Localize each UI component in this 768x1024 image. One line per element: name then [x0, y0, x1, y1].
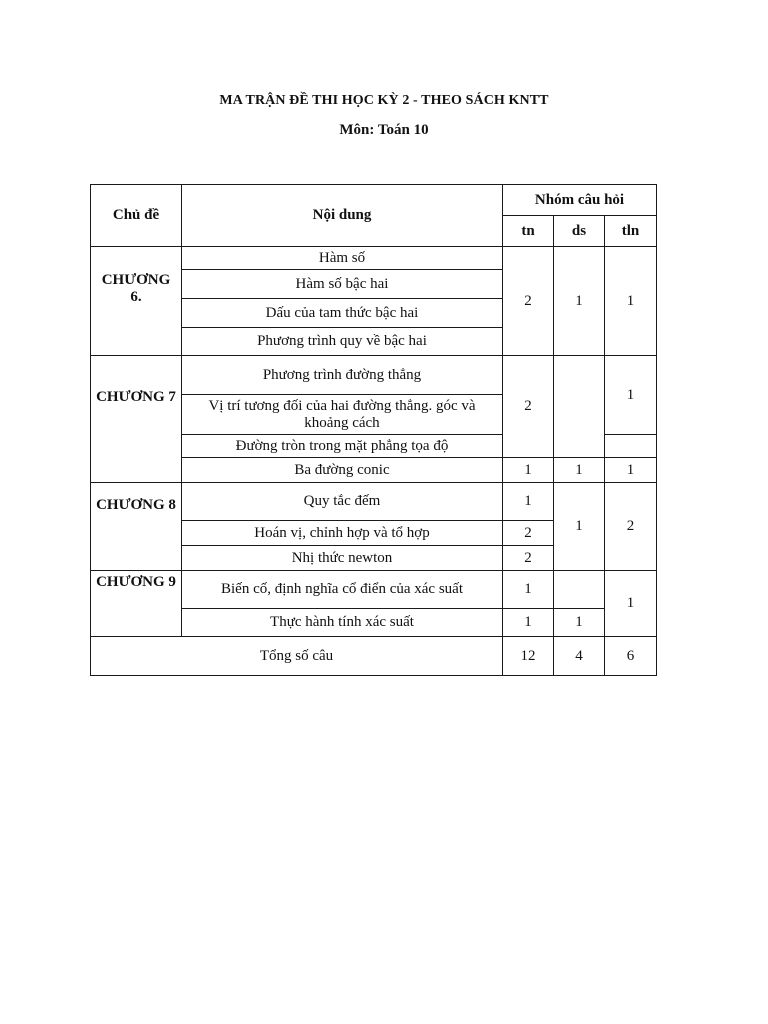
content-row-hoan-vi: Hoán vị, chỉnh hợp và tổ hợp [254, 524, 430, 541]
content-row-nhi-thuc: Nhị thức newton [291, 549, 393, 566]
document-title: MA TRẬN ĐỀ THI HỌC KỲ 2 - THEO SÁCH KNTT [219, 93, 549, 108]
total-ds-value: 4 [575, 647, 583, 664]
content-row-quy-tac-dem: Quy tắc đếm [303, 493, 381, 509]
header-ds: ds [571, 222, 587, 239]
total-tn-value: 12 [520, 647, 536, 664]
content-row-ham-so: Hàm số [318, 249, 366, 266]
content-row-dau-tam-thuc: Dấu của tam thức bậc hai [265, 304, 419, 321]
chapter-9-label: CHƯƠNG 9 [96, 574, 176, 590]
total-label: Tổng số câu [259, 647, 334, 664]
content-row-pt-quy-ve-bac-hai: Phương trình quy về bậc hai [257, 333, 427, 349]
chapter-7-label: CHƯƠNG 7 [96, 389, 176, 405]
content-row-bien-co: Biến cố, định nghĩa cổ điển của xác suất [220, 581, 463, 597]
content-row-thuc-hanh: Thực hành tính xác suất [270, 614, 414, 630]
ch8-tln-value: 2 [626, 518, 635, 534]
document-subtitle: Môn: Toán 10 [339, 122, 429, 138]
conic-ds-value: 1 [575, 461, 583, 478]
header-tln: tln [621, 222, 640, 239]
total-tln-value: 6 [626, 647, 635, 664]
hoan-vi-tn-value: 2 [524, 524, 532, 541]
thuc-hanh-ds-value: 1 [575, 614, 583, 630]
table-border-right [656, 184, 657, 676]
conic-tn-value: 1 [524, 461, 532, 478]
ch9-tln-value: 1 [626, 595, 635, 611]
ch7-tln-value: 1 [626, 386, 635, 403]
header-tn: tn [521, 222, 535, 239]
chapter-6-label: CHƯƠNG 6. [101, 272, 171, 305]
header-topic: Chủ đề [112, 207, 160, 223]
nhi-thuc-tn-value: 2 [524, 549, 532, 566]
ch6-ds-value: 1 [575, 292, 583, 309]
content-row-pt-duong-thang: Phương trình đường thẳng [262, 366, 422, 383]
bien-co-tn-value: 1 [524, 581, 532, 597]
chapter-8-label: CHƯƠNG 8 [96, 497, 176, 513]
conic-tln-value: 1 [626, 461, 635, 478]
hline-ch7-tln-split [604, 434, 657, 435]
ch8-ds-value: 1 [575, 518, 583, 534]
ch7-tn-value: 2 [524, 398, 532, 414]
content-row-ba-duong-conic: Ba đường conic [294, 461, 390, 478]
table-border-left [90, 184, 91, 676]
header-question-group: Nhóm câu hỏi [534, 191, 625, 208]
header-content: Nội dung [312, 207, 372, 223]
content-row-vi-tri-tuong-doi: Vị trí tương đối của hai đường thẳng. góc và khoảng cách [208, 397, 476, 431]
thuc-hanh-tn-value: 1 [524, 614, 532, 630]
ch6-tn-value: 2 [524, 292, 532, 309]
content-row-ham-so-bac-hai: Hàm số bậc hai [295, 275, 389, 292]
quy-tac-dem-tn-value: 1 [524, 493, 532, 509]
table-border-bottom [90, 675, 657, 676]
ch6-tln-value: 1 [626, 292, 635, 309]
content-row-duong-tron: Đường tròn trong mặt phẳng tọa độ [235, 437, 449, 454]
